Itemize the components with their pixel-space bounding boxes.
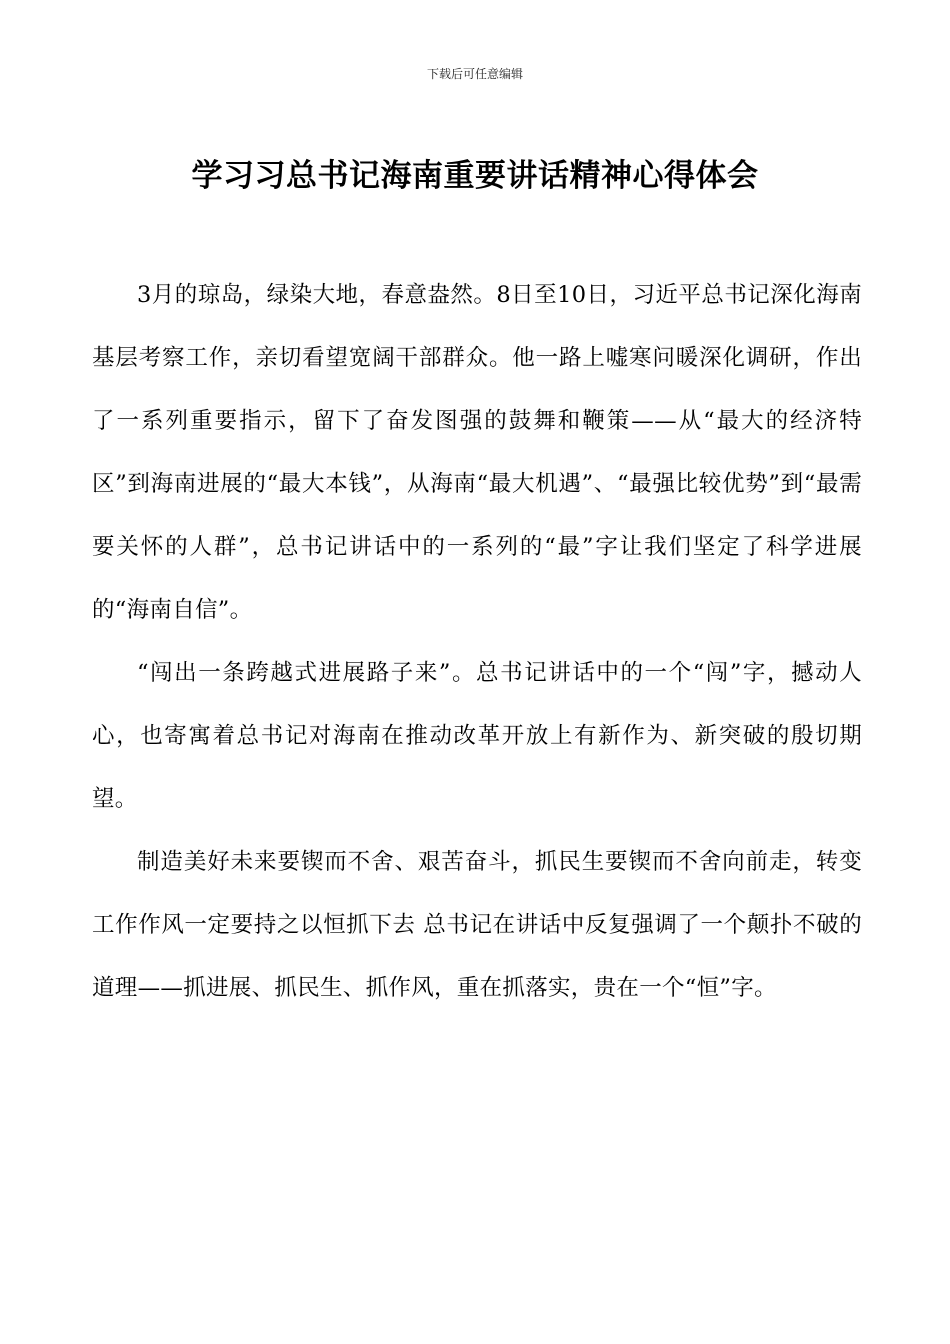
paragraph-1: 3月的琼岛，绿染大地，春意盎然。8日至10日，习近平总书记深化海南基层考察工作，亲切看望宽阔干部群众。他一路上嘘寒问暖深化调研，作出了一系列重要指示，留下了奋发图强的鼓舞和鞭策——从“最大的经济特区”到海南进展的“最大本钱”，从海南“最大机遇”、“最强比较优势”到“最需要关怀的人群”，总书记讲话中的一系列的“最”字让我们坚定了科学进展的“海南自信”。 [92,282,862,623]
paragraph-2: “闯出一条跨越式进展路子来”。总书记讲话中的一个“闯”字，撼动人心，也寄寓着总书记对海南在推动改革开放上有新作为、新突破的殷切期望。 [92,660,862,812]
document-title: 学习习总书记海南重要讲话精神心得体会 [191,158,759,194]
paragraph-3: 制造美好未来要锲而不舍、艰苦奋斗，抓民生要锲而不舍向前走，转变工作作风一定要持之以恒抓下去 总书记在讲话中反复强调了一个颠扑不破的道理——抓进展、抓民生、抓作风，重在抓落实，贵在一个“恒”字。 [92,849,862,1001]
header-note: 下载后可任意编辑 [426,67,523,81]
document-body [92,264,862,1020]
